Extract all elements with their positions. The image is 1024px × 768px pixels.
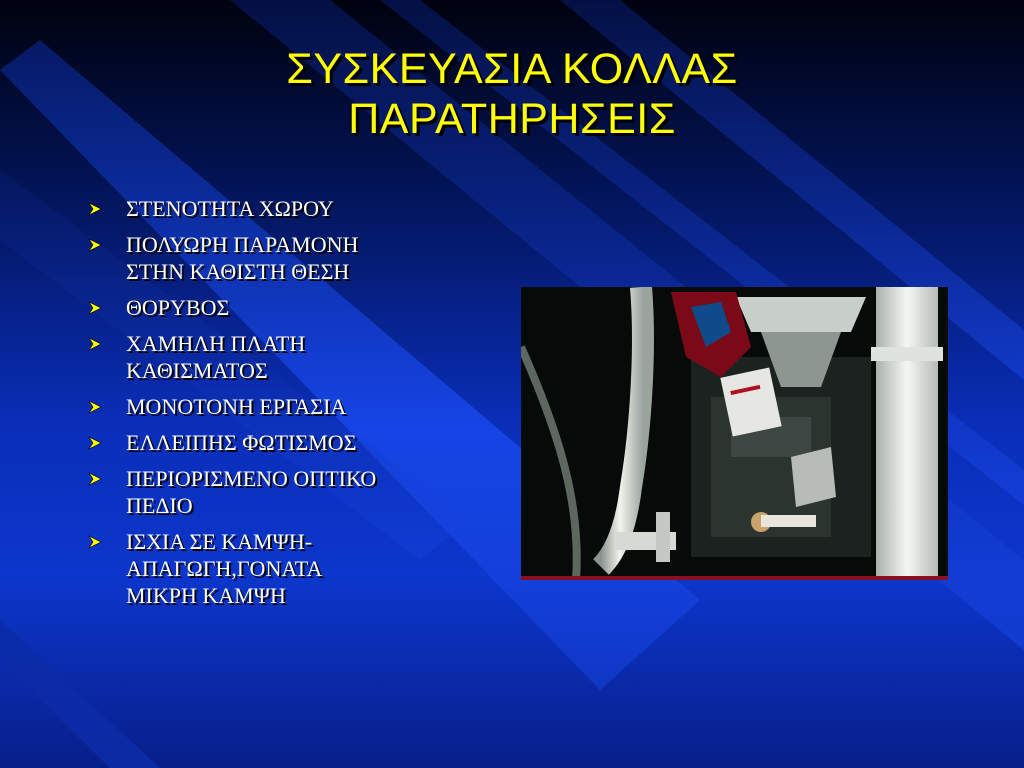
photo-illustration [521, 287, 948, 580]
bullet-text-line: ΣΤΗΝ ΚΑΘΙΣΤΗ ΘΕΣΗ [126, 259, 350, 284]
bullet-item [88, 231, 508, 285]
arrowhead-bullet-icon [88, 202, 102, 216]
bullet-text-line: ΠΕΡΙΟΡΙΣΜΕΝΟ ΟΠΤΙΚΟ [126, 466, 377, 491]
arrowhead-bullet-icon [88, 301, 102, 315]
bullet-text-line: ΚΑΘΙΣΜΑΤΟΣ [126, 358, 268, 383]
bullet-item [88, 195, 508, 222]
bullet-text-line: ΕΛΛΕΙΠΗΣ ΦΩΤΙΣΜΟΣ [126, 430, 357, 455]
arrowhead-bullet-icon [88, 238, 102, 252]
arrowhead-bullet-icon [88, 337, 102, 351]
title-line-1: ΣΥΣΚΕΥΑΣΙΑ ΚΟΛΛΑΣ [286, 45, 738, 93]
arrowhead-bullet-icon [88, 472, 102, 486]
bullet-text-line: ΙΣΧΙΑ ΣΕ ΚΑΜΨΗ- [126, 529, 313, 554]
bullet-item [88, 330, 508, 384]
bullet-text-line: ΑΠΑΓΩΓΗ,ΓΟΝΑΤΑ [126, 556, 323, 581]
arrowhead-bullet-icon [88, 535, 102, 549]
bullet-text-line: ΠΕΔΙΟ [126, 493, 193, 518]
arrowhead-bullet-icon [88, 436, 102, 450]
bullet-text-line: ΧΑΜΗΛΗ ΠΛΑΤΗ [126, 331, 306, 356]
bullet-text-line: ΠΟΛΥΩΡΗ ΠΑΡΑΜΟΝΗ [126, 232, 359, 257]
bullet-list [88, 195, 508, 618]
bullet-item [88, 528, 508, 609]
bullet-item [88, 393, 508, 420]
bullet-text-line: ΜΙΚΡΗ ΚΑΜΨΗ [126, 583, 286, 608]
bullet-item [88, 465, 508, 519]
bullet-text-line: ΜΟΝΟΤΟΝΗ ΕΡΓΑΣΙΑ [126, 394, 347, 419]
slide-title [0, 44, 1024, 144]
bullet-text-line: ΣΤΕΝΟΤΗΤΑ ΧΩΡΟΥ [126, 196, 334, 221]
title-line-2: ΠΑΡΑΤΗΡΗΣΕΙΣ [348, 95, 676, 143]
bullet-item [88, 294, 508, 321]
bullet-item [88, 429, 508, 456]
arrowhead-bullet-icon [88, 400, 102, 414]
packaging-machine-photo [521, 287, 948, 580]
bullet-text-line: ΘΟΡΥΒΟΣ [126, 295, 230, 320]
